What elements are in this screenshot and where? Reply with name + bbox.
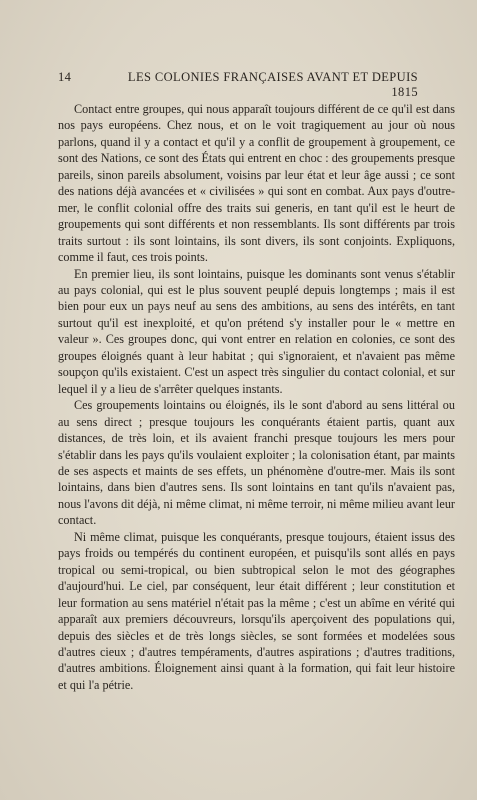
- paragraph-climat: Ni même climat, puisque les conquérants, presque toujours, étaient issus des pays froids ou tempérés du continent européen, et puisqu'ils sont allés en pays tropical ou semi-tropical, ou bien subtropical selon le mot des géographes d'aujourd'hui. Le ciel, par conséquent, leur était différent ; leur constitution et leur formation au sens matériel n'était pas la même ; c'est un abîme en vérité qui apparaît aux premiers découvreurs, lorsqu'ils aperçoivent des populations qui, depuis des siècles et de très longs siècles, se sont formées et modelées sous d'autres cieux ; d'autres tempéraments, d'autres aspirations ; d'autres traditions, d'autres ambitions. Éloignement ainsi quant à la formation, qui fait leur histoire et qui l'a pétrie.: [58, 529, 455, 692]
- page-number: 14: [58, 70, 72, 84]
- paragraph-eloignes: Ces groupements lointains ou éloignés, ils le sont d'abord au sens littéral ou au sens direct ; presque toujours les conquérants étaient partis, quant aux distances, de très loin, et ils avaient franchi presque toujours les mers pour s'établir dans les pays qu'ils voulaient exploiter ; la colonisation étant, par maints de ses aspects et maints de ses effets, un phénomène d'outre-mer. Mais ils sont lointains, dans bien d'autres sens. Ils sont lointains en tant qu'ils n'avaient pas, nous l'avons dit déjà, ni même climat, ni même terroir, ni même milieu avant leur contact.: [58, 398, 455, 528]
- running-title: LES COLONIES FRANÇAISES AVANT ET DEPUIS 1815: [127, 70, 418, 99]
- paragraph-contact: Contact entre groupes, qui nous apparaît toujours différent de ce qu'il est dans nos pays européens. Chez nous, et on le voit tragiquement au jour où nous parlons, quand il y a contact et qu'il y a conflit de groupement à groupement, ce sont des Nations, ce sont des États qui entrent en choc : des groupements presque pareils, sinon pareils absolument, voisins par leur état et leur âge aussi ; ce sont des nations déjà avancées et « civilisées » qui sont en combat. Aux pays d'outre-mer, le conflit colonial offre des traits sui generis, en tant qu'il est le heurt de groupements qui sont différents et non ressemblants. Ils sont différents par trois traits surtout : ils sont lointains, ils sont divers, ils sont conjoints. Expliquons, comme il faut, ces trois points.: [58, 102, 455, 265]
- page-header: [58, 70, 418, 100]
- paragraph-lointains: En premier lieu, ils sont lointains, puisque les dominants sont venus s'établir au pays colonial, qui est le plus souvent peuplé depuis longtemps ; mais il est bien pour eux un pays neuf au sens des ambitions, au sens des intérêts, en tant surtout qu'il est inexploité, et qu'on prétend s'y installer pour le « mettre en valeur ». Ces groupes donc, qui vont entrer en relation en colonies, ce sont des groupes éloignés quant à leur habitat ; qui s'ignoraient, et n'avaient pas même soupçon qu'ils existaient. C'est un aspect très singulier du contact colonial, et sur lequel il y a lieu de s'arrêter quelques instants.: [58, 266, 455, 396]
- body-text: [58, 101, 455, 693]
